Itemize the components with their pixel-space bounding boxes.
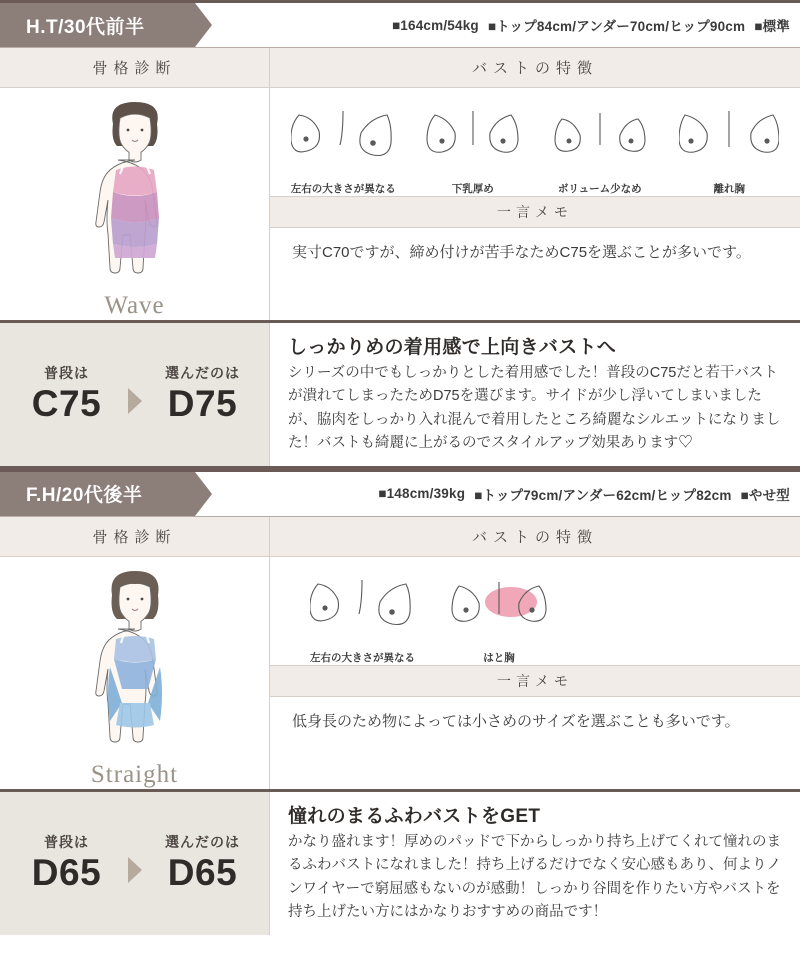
usual-size: [8, 832, 126, 895]
body-silhouette-straight: [50, 563, 220, 759]
bust-shape-icon-highlighted: [449, 576, 549, 648]
bust-shape-icon: [291, 107, 396, 179]
bust-shape-icon: [310, 576, 415, 648]
column-headers: [0, 47, 800, 88]
bust-shape-icon: [425, 107, 520, 179]
column-title-skeleton: 骨格診断: [0, 48, 270, 87]
bust-shape-icon: [550, 107, 650, 179]
chosen-size: [144, 832, 262, 895]
arrow-right-icon: [128, 388, 142, 414]
column-title-skeleton: 骨格診断: [0, 517, 270, 556]
usual-size: [8, 363, 126, 426]
silhouette-svg: [50, 94, 220, 290]
profile-body: [0, 88, 800, 323]
size-comparison: [0, 323, 270, 466]
bust-feature-caption: ボリューム少なめ: [557, 183, 642, 195]
usual-size-value: C75: [31, 383, 102, 425]
bust-feature-caption: 左右の大きさが異なる: [290, 183, 396, 195]
bust-feature-caption: 離れ胸: [713, 183, 745, 195]
usual-size-value: D65: [31, 852, 102, 894]
size-comparison: [0, 792, 270, 935]
bust-pane: [270, 88, 800, 320]
bust-feature-caption: はと胸: [483, 651, 515, 664]
column-title-bust: バストの特徴: [270, 517, 800, 556]
column-title-bust: バストの特徴: [270, 48, 800, 87]
skeleton-pane: [0, 557, 270, 789]
body-silhouette-wave: [50, 94, 220, 290]
review-block: [270, 792, 800, 935]
profile-card: [0, 0, 800, 469]
chosen-size-label: 選んだのは: [165, 834, 240, 851]
arrow-right-icon: [128, 857, 142, 883]
profile-name: F.H/20代後半: [0, 472, 195, 516]
review-title: しっかりめの着用感で上向きバストへ: [288, 337, 617, 358]
chosen-size-label: 選んだのは: [165, 365, 240, 382]
spec-item: ■トップ79cm/アンダー62cm/ヒップ82cm: [474, 487, 732, 503]
bust-shape-icon: [679, 107, 779, 179]
profile-specs: [195, 3, 800, 47]
bust-feature-caption: 左右の大きさが異なる: [310, 651, 415, 664]
body-type-label: Straight: [90, 760, 179, 788]
column-headers: [0, 516, 800, 557]
bust-feature-list: [270, 557, 800, 665]
profile-name: H.T/30代前半: [0, 3, 195, 47]
review-text: かなり盛れます！厚めのパッドで下からしっかり持ち上げてくれて憧れのまるふわバストになれました！持ち上げるだけでなく安心感もあり、何よりノンワイヤーで窮屈感もないのが感動！しっかり谷間を作りたい方やバストを持ち上げたい方にはかなりおすすめの商品です！: [288, 833, 781, 921]
spec-item: ■やせ型: [740, 487, 790, 503]
review-text: シリーズの中でもしっかりとした着用感でした！普段のC75だと若干バストが潰れてしまったためD75を選びます。サイドが少し浮いてしまいましたが、脇肉をしっかり入れ混んで着用したところ綺麗なシルエットになりました！バストも綺麗に上がるのでスタイルアップ効果あります♡: [288, 365, 781, 452]
usual-size-label: 普段は: [44, 834, 89, 851]
bust-feature: [310, 576, 415, 665]
bust-feature: [291, 107, 396, 196]
bust-feature: [449, 576, 549, 665]
memo-title: 一言メモ: [270, 196, 800, 228]
bust-feature: [425, 107, 520, 196]
profile-body: [0, 557, 800, 792]
body-type-label: Wave: [104, 292, 165, 319]
spec-item: ■標準: [754, 19, 790, 34]
profile-header: [0, 3, 800, 47]
bust-pane: [270, 557, 800, 789]
skeleton-pane: [0, 88, 270, 320]
spec-item: ■トップ84cm/アンダー70cm/ヒップ90cm: [487, 19, 746, 34]
bust-feature: [550, 107, 650, 196]
spec-item: ■148cm/39kg: [378, 486, 466, 502]
chosen-size: [144, 363, 262, 426]
memo-text: 実寸C70ですが、締め付けが苦手なためC75を選ぶことが多いです。: [292, 244, 751, 261]
memo-text: 低身長のため物によっては小さめのサイズを選ぶことも多いです。: [292, 712, 740, 730]
review-block: [270, 323, 800, 466]
bust-feature-list: [270, 88, 800, 196]
profile-header: [0, 472, 800, 516]
profile-specs: [195, 472, 800, 516]
chosen-size-value: D75: [167, 383, 238, 425]
usual-size-label: 普段は: [44, 365, 89, 382]
profile-card: [0, 469, 800, 935]
bust-feature: [679, 107, 779, 196]
size-review-row: [0, 792, 800, 935]
size-review-row: [0, 323, 800, 469]
spec-item: ■164cm/54kg: [391, 17, 479, 33]
chosen-size-value: D65: [167, 852, 238, 894]
bust-feature-caption: 下乳厚め: [451, 183, 494, 195]
memo-title: 一言メモ: [270, 665, 800, 697]
review-title: 憧れのまるふわバストをGET: [288, 805, 541, 827]
silhouette-svg: [50, 563, 220, 759]
